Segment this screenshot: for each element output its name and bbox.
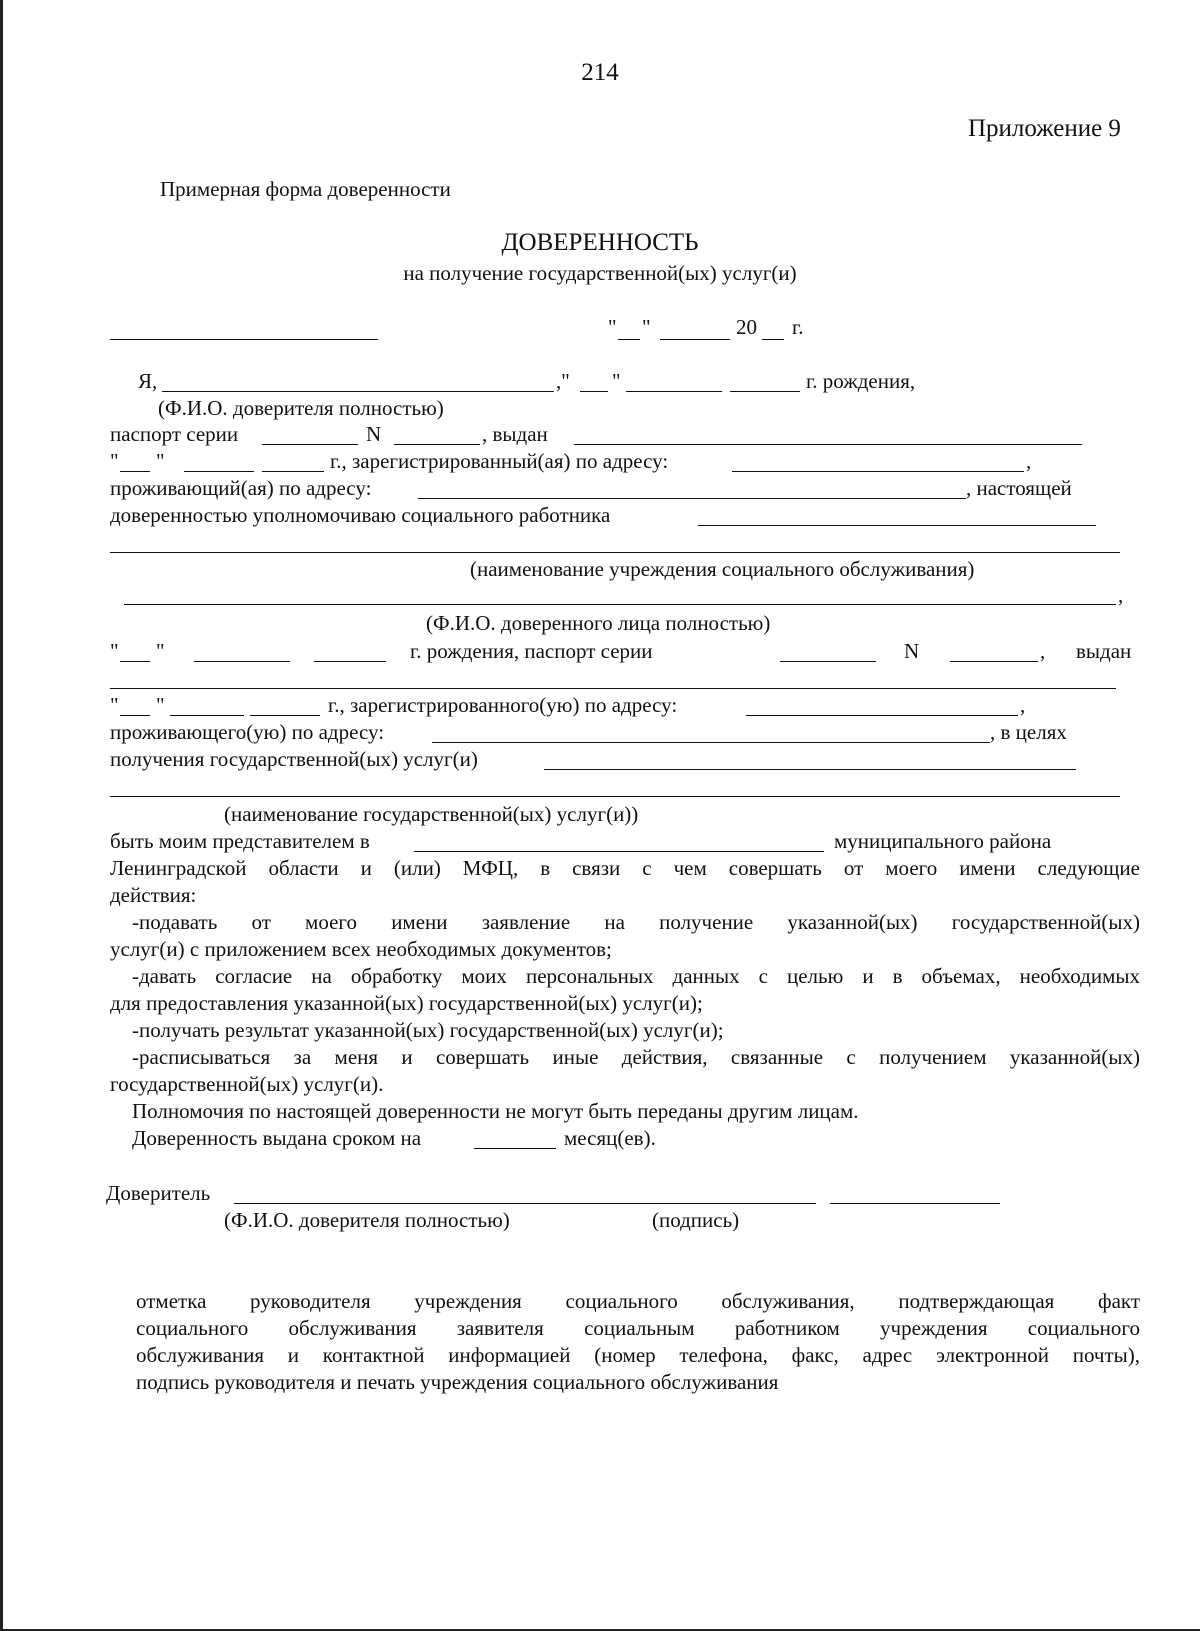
signature-blank xyxy=(830,1203,1000,1204)
municipal-label: муниципального района xyxy=(834,829,1052,853)
trustee-name-comma: , xyxy=(1118,583,1124,607)
for-purpose-label: , в целях xyxy=(990,720,1067,744)
action-item-1-line-1: -подавать от моего имени заявление на получение указанной(ых) государственной(ых) xyxy=(132,910,1140,934)
signature-caption: (подпись) xyxy=(652,1208,740,1232)
issue-quote-close: " xyxy=(156,449,165,473)
trustee-name-blank xyxy=(124,604,1116,605)
trustee-quote-close: " xyxy=(156,639,165,663)
living-label: проживающий(ая) по адресу: xyxy=(110,476,372,500)
action-item-2-line-2: для предоставления указанной(ых) государственной(ых) услуг(и); xyxy=(110,991,703,1015)
date-month-blank xyxy=(660,339,730,340)
term-prefix: Доверенность выдана сроком на xyxy=(132,1126,422,1150)
action-item-4-line-1: -расписываться за меня и совершать иные действия, связанные с получением указанной(ых) xyxy=(132,1045,1140,1069)
trustee-n-label: N xyxy=(904,639,920,663)
issue-quote-open: " xyxy=(110,449,119,473)
authorize-label: доверенностью уполномочиваю социального работника xyxy=(110,503,611,527)
birth-year-blank xyxy=(730,391,800,392)
trustee-birth-month-blank xyxy=(194,661,290,662)
truster-name-blank xyxy=(162,391,554,392)
issue-month-blank xyxy=(184,471,254,472)
issue-day-blank xyxy=(120,471,150,472)
appendix-label: Приложение 9 xyxy=(968,115,1121,142)
form-caption: Примерная форма доверенности xyxy=(160,177,451,201)
fio-truster-caption: (Ф.И.О. доверителя полностью) xyxy=(158,396,444,420)
trustee-registered-address-blank xyxy=(746,715,1018,716)
passport-number-blank xyxy=(394,444,480,445)
quote-comma: ," xyxy=(556,369,570,393)
trustee-living-label: проживающего(ую) по адресу: xyxy=(110,720,385,744)
date-day-blank xyxy=(618,339,640,340)
actions-label: действия: xyxy=(110,883,197,907)
term-suffix: месяц(ев). xyxy=(564,1126,656,1150)
powers-text: Полномочия по настоящей доверенности не могут быть переданы другим лицам. xyxy=(132,1099,859,1123)
registered-address-blank xyxy=(732,471,1024,472)
trustee-registered-label: г., зарегистрированного(ую) по адресу: xyxy=(328,693,678,717)
trustee-living-address-blank xyxy=(432,742,990,743)
service-name-blank xyxy=(110,796,1120,797)
fio-trustee-caption: (Ф.И.О. доверенного лица полностью) xyxy=(426,611,771,635)
note-line-1: отметка руководителя учреждения социального обслуживания, подтверждающая факт xyxy=(136,1289,1140,1313)
lenobl-line: Ленинградской области и (или) МФЦ, в связи с чем совершать от моего имени следующие xyxy=(110,856,1140,880)
service-name-caption: (наименование государственной(ых) услуг(и)) xyxy=(224,802,639,826)
trustee-issue-quote-close: " xyxy=(156,693,165,717)
municipality-blank xyxy=(414,851,824,852)
action-item-3: -получать результат указанной(ых) государственной(ых) услуг(и); xyxy=(132,1018,724,1042)
quote-mark: " xyxy=(612,369,621,393)
term-months-blank xyxy=(474,1148,556,1149)
issued-label: , выдан xyxy=(482,422,548,446)
trustee-issued-by-blank xyxy=(110,688,1116,689)
issue-year-blank xyxy=(262,471,324,472)
date-year-blank xyxy=(762,339,784,340)
trustee-registered-comma: , xyxy=(1020,693,1026,717)
trustee-comma: , xyxy=(1040,639,1046,663)
institution-blank xyxy=(110,552,1120,553)
trustee-issued-label: выдан xyxy=(1076,639,1132,663)
institution-caption: (наименование учреждения социального обслуживания) xyxy=(470,557,975,581)
birth-month-blank xyxy=(626,391,722,392)
date-quote-close: " xyxy=(642,315,651,339)
receiving-label: получения государственной(ых) услуг(и) xyxy=(110,747,478,771)
passport-n-label: N xyxy=(366,422,382,446)
scan-left-edge xyxy=(0,0,3,1631)
passport-series-label: паспорт серии xyxy=(110,422,239,446)
trustee-birth-passport-label: г. рождения, паспорт серии xyxy=(410,639,653,663)
social-worker-blank xyxy=(698,525,1096,526)
date-quote-open: " xyxy=(608,315,617,339)
trustee-birth-year-blank xyxy=(314,661,386,662)
action-item-2-line-1: -давать согласие на обработку моих персональных данных с целью и в объемах, необходимых xyxy=(132,964,1140,988)
trustee-passport-series-blank xyxy=(780,661,876,662)
date-year-prefix: 20 xyxy=(736,315,757,339)
trustee-issue-quote-open: " xyxy=(110,693,119,717)
page-number: 214 xyxy=(581,59,619,86)
action-item-1-line-2: услуг(и) с приложением всех необходимых документов; xyxy=(110,937,612,961)
trustee-passport-number-blank xyxy=(950,661,1038,662)
note-line-3: обслуживания и контактной информацией (номер телефона, факс, адрес электронной почты), xyxy=(136,1343,1140,1367)
passport-series-blank xyxy=(262,444,358,445)
living-address-blank xyxy=(418,498,966,499)
representative-label: быть моим представителем в xyxy=(110,829,370,853)
truster-fio-blank xyxy=(234,1203,816,1204)
trustee-issue-day-blank xyxy=(120,715,150,716)
registered-comma: , xyxy=(1026,449,1032,473)
birth-day-blank xyxy=(580,391,608,392)
document-title: ДОВЕРЕННОСТЬ xyxy=(501,229,699,256)
place-blank xyxy=(110,339,378,340)
action-item-4-line-2: государственной(ых) услуг(и). xyxy=(110,1072,384,1096)
birth-label: г. рождения, xyxy=(806,369,916,393)
issued-by-blank xyxy=(574,444,1082,445)
registered-label: г., зарегистрированный(ая) по адресу: xyxy=(330,449,669,473)
truster-fio-caption: (Ф.И.О. доверителя полностью) xyxy=(224,1208,510,1232)
trustee-birth-day-blank xyxy=(120,661,150,662)
trustee-issue-month-blank xyxy=(170,715,244,716)
document-subtitle: на получение государственной(ых) услуг(и) xyxy=(403,261,797,285)
trustee-issue-year-blank xyxy=(250,715,320,716)
service-blank xyxy=(544,769,1076,770)
this-present-label: , настоящей xyxy=(966,476,1072,500)
trustee-quote-open: " xyxy=(110,639,119,663)
note-line-2: социального обслуживания заявителя социальным работником учреждения социального xyxy=(136,1316,1140,1340)
date-year-suffix: г. xyxy=(792,315,804,339)
truster-label: Доверитель xyxy=(106,1181,211,1205)
note-line-4: подпись руководителя и печать учреждения социального обслуживания xyxy=(136,1370,779,1394)
ya-label: Я, xyxy=(138,369,158,393)
